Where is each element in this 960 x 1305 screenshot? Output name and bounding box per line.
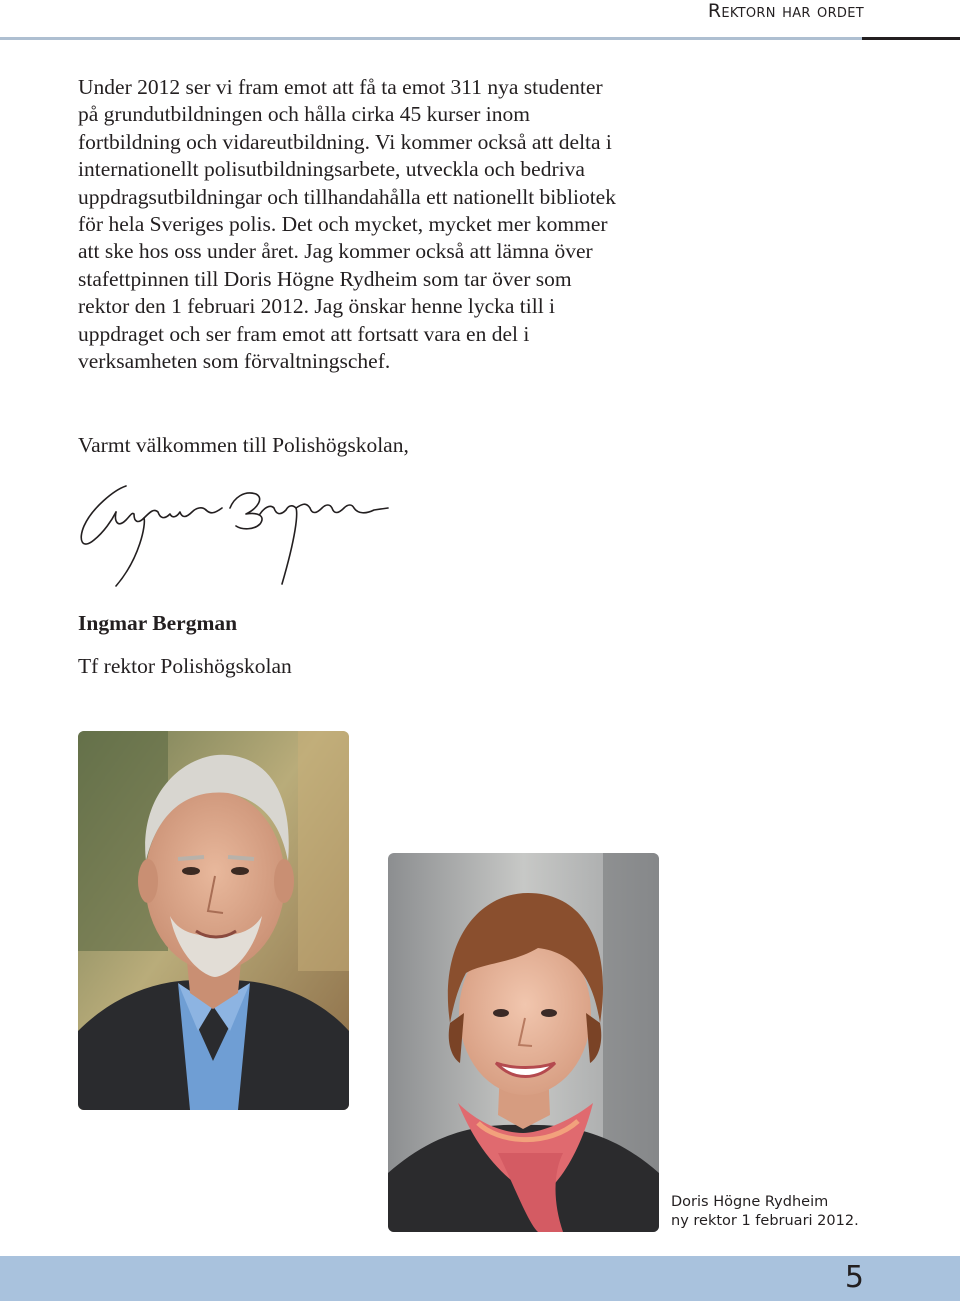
greeting: Varmt välkommen till Polishögskolan, <box>78 433 409 457</box>
signer-title: Tf rektor Polishögskolan <box>78 654 292 678</box>
photo-caption <box>671 1193 859 1231</box>
portrait-photo-man <box>78 731 349 1110</box>
portrait-photo-woman <box>388 853 659 1232</box>
caption-role: ny rektor 1 februari 2012. <box>671 1213 859 1229</box>
signer-name: Ingmar Bergman <box>78 611 238 635</box>
page-number: 5 <box>844 1260 864 1295</box>
caption-name: Doris Högne Rydheim <box>671 1194 829 1210</box>
body-paragraph: Under 2012 ser vi fram emot att få ta emot 311 nya studenter på grundutbildningen och hålla cirka 45 kurser inom fortbildning och vidareutbildning. Vi kommer också att delta i internationellt polisutbildningsarbete, utveckla och bedriva uppdragsutbildningar och tillhandahålla ett nationellt bibliotek för hela Sveriges polis. Det och mycket, mycket mer kommer att ske hos oss under året. Jag kommer också att lämna över stafettpinnen till Doris Högne Rydheim som tar över som rektor den 1 februari 2012. Jag önskar henne lycka till i uppdraget och ser fram emot att fortsatt vara en del i verksamheten som förvaltningschef. <box>78 75 616 374</box>
handwritten-signature <box>74 478 394 596</box>
footer-bar <box>0 1256 960 1301</box>
header-rule-accent <box>862 37 960 40</box>
header-rule <box>0 37 862 40</box>
section-title: Rektorn har ordet <box>707 0 864 22</box>
